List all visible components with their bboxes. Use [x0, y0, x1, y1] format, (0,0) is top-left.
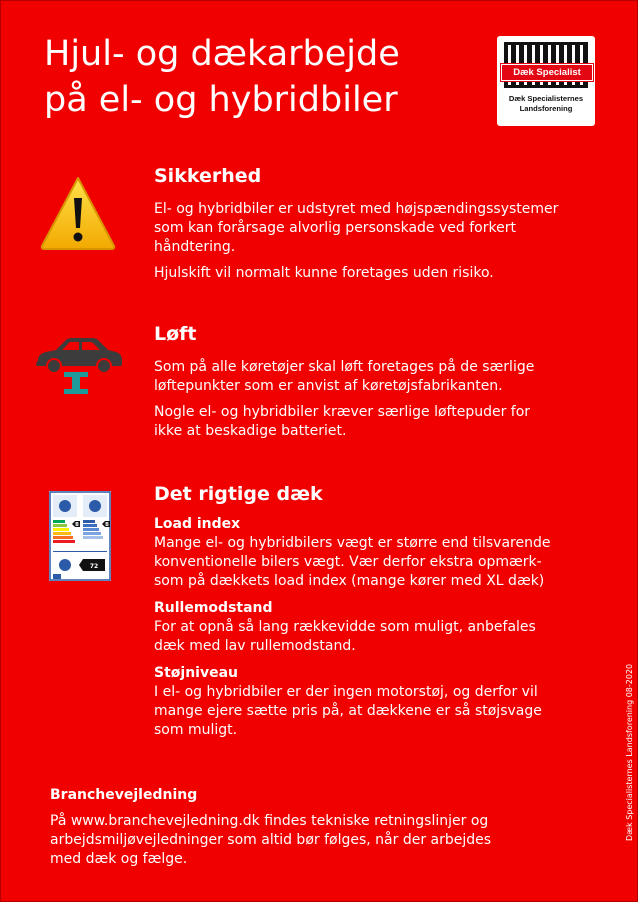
- rolling-resistance-paragraph: [154, 618, 594, 656]
- publisher-sidenote: Dæk Specialisternes Landsforening 08-2020: [625, 663, 634, 841]
- text-line: løftepunkter som er anvist af køretøjsfabrikanten.: [154, 378, 503, 394]
- logo-sub-line-2: Landsforening: [519, 104, 573, 113]
- load-index-paragraph: [154, 534, 594, 591]
- car-lift-icon: [34, 334, 124, 396]
- text-line: med dæk og fælge.: [50, 851, 188, 867]
- tyre-label-icon: [49, 491, 111, 581]
- text-line: konventionelle bilers vægt. Vær derfor ekstra opmærk-: [154, 554, 542, 570]
- text-line: I el- og hybridbiler er der ingen motorstøj, og derfor vil: [154, 684, 538, 700]
- text-line: El- og hybridbiler er udstyret med højspændingssystemer: [154, 201, 559, 217]
- section-heading-løft: Løft: [154, 323, 197, 345]
- subheading-load-index: Load index: [154, 516, 241, 532]
- text-line: som kan forårsage alvorlig personskade ved forkert: [154, 220, 516, 236]
- safety-paragraph-2: [154, 264, 594, 283]
- dæk-specialist-logo: [497, 36, 595, 126]
- title-line-1: Hjul- og dækarbejde: [44, 34, 400, 74]
- text-line: mange ejere sætte pris på, at dækkene er så støjsvage: [154, 703, 542, 719]
- logo-banner: Dæk Specialist: [501, 64, 593, 81]
- text-line: dæk med lav rullemodstand.: [154, 638, 356, 654]
- label-noise-value: 72: [89, 563, 99, 570]
- safety-paragraph-1: [154, 200, 594, 257]
- logo-subtitle: [497, 94, 595, 114]
- text-line: Hjulskift vil normalt kunne foretages uden risiko.: [154, 265, 494, 281]
- page-title: [44, 31, 484, 123]
- logo-sub-line-1: Dæk Specialisternes: [508, 94, 584, 103]
- branchevejledning-heading: Branchevejledning: [50, 787, 198, 803]
- text-line: Nogle el- og hybridbiler kræver særlige løftepuder for: [154, 404, 531, 420]
- text-line: som muligt.: [154, 722, 238, 738]
- branchevejledning-text: [50, 812, 491, 869]
- noise-level-paragraph: [154, 683, 594, 740]
- label-grade-left: B: [75, 522, 79, 528]
- label-grade-right: B: [105, 522, 109, 528]
- title-line-2: på el- og hybridbiler: [44, 80, 398, 120]
- text-line: arbejdsmiljøvejledninger som altid bør følges, når der arbejdes: [50, 832, 492, 848]
- lift-paragraph-1: [154, 358, 594, 396]
- warning-triangle-icon: [39, 174, 117, 252]
- text-line: Mange el- og hybridbilers vægt er større end tilsvarende: [154, 535, 551, 551]
- text-line: Som på alle køretøjer skal løft foretages på de særlige: [154, 359, 535, 375]
- text-line: håndtering.: [154, 239, 236, 255]
- section-heading-sikkerhed: Sikkerhed: [154, 165, 262, 187]
- text-line: ikke at beskadige batteriet.: [154, 423, 347, 439]
- section-heading-det-rigtige-dæk: Det rigtige dæk: [154, 483, 323, 505]
- text-line: På www.branchevejledning.dk findes tekniske retningslinjer og: [50, 813, 489, 829]
- text-line: For at opnå så lang rækkevidde som muligt, anbefales: [154, 619, 536, 635]
- subheading-støjniveau: Støjniveau: [154, 665, 238, 681]
- subheading-rullemodstand: Rullemodstand: [154, 600, 273, 616]
- lift-paragraph-2: [154, 403, 594, 441]
- text-line: som på dækkets load index (mange kører med XL dæk): [154, 573, 545, 589]
